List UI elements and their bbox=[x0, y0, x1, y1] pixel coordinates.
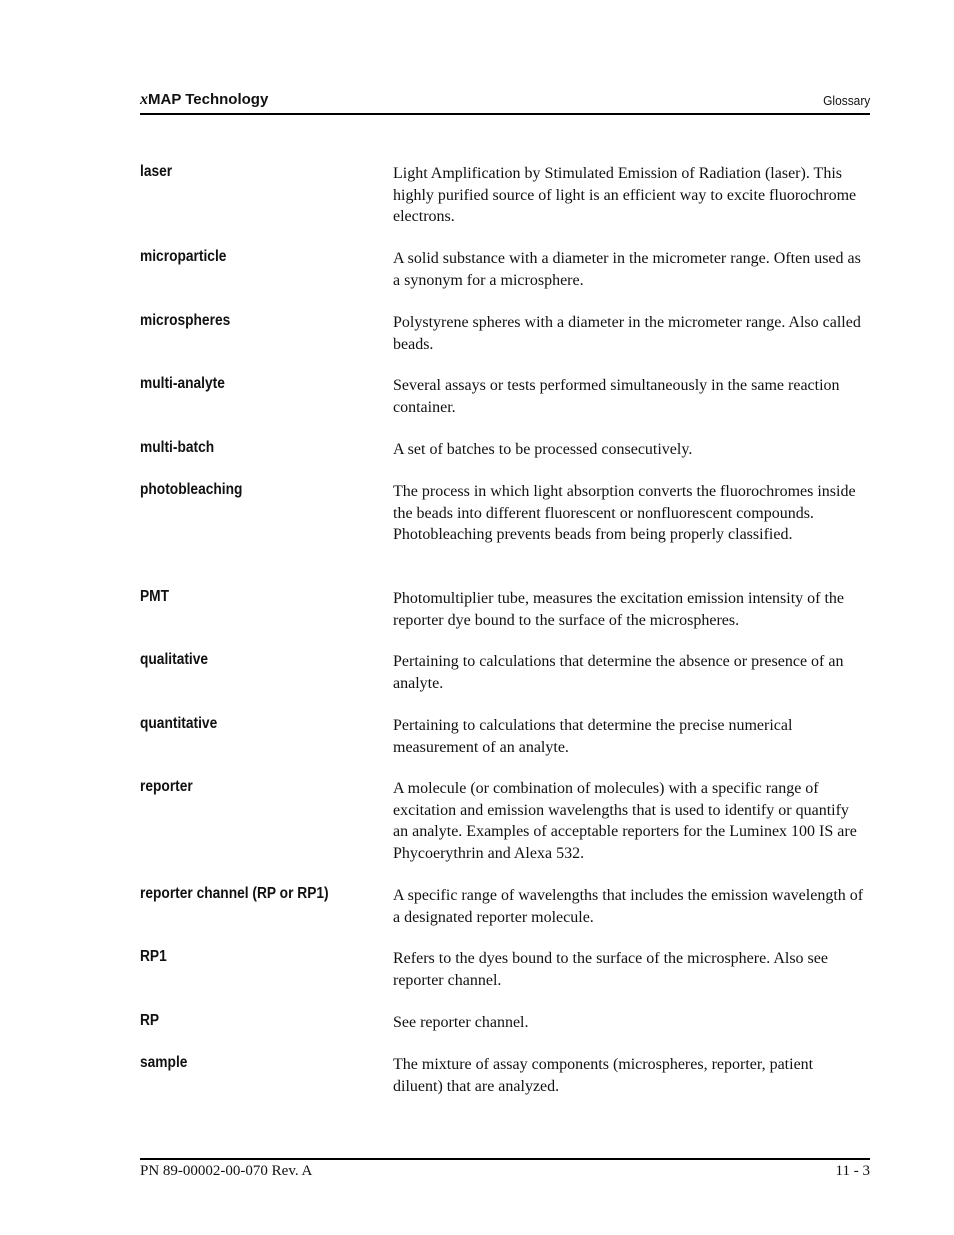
glossary-definition: See reporter channel. bbox=[393, 1014, 529, 1031]
glossary-term: qualitative bbox=[140, 651, 209, 668]
glossary-term: photobleaching bbox=[140, 481, 243, 498]
glossary-term: sample bbox=[140, 1054, 188, 1071]
page-footer bbox=[140, 1158, 870, 1179]
glossary-term: PMT bbox=[140, 588, 170, 605]
glossary-term: RP1 bbox=[140, 948, 167, 965]
glossary-term: quantitative bbox=[140, 715, 218, 732]
part-number: PN 89-00002-00-070 Rev. A bbox=[140, 1163, 313, 1179]
glossary-term: reporter channel (RP or RP1) bbox=[140, 885, 329, 902]
glossary-definition: Polystyrene spheres with a diameter in the micrometer range. Also called beads. bbox=[393, 314, 861, 353]
glossary-definition: Light Amplification by Stimulated Emission of Radiation (laser). This highly purified source of light is an efficient way to excite fluorochrome electrons. bbox=[393, 165, 857, 226]
document-title-text: MAP Technology bbox=[148, 91, 269, 108]
glossary-definition: Several assays or tests performed simultaneously in the same reaction container. bbox=[393, 377, 840, 416]
glossary-definition: Pertaining to calculations that determine the precise numerical measurement of an analyte. bbox=[393, 717, 793, 756]
glossary-term: laser bbox=[140, 163, 173, 180]
glossary-term: multi-analyte bbox=[140, 375, 225, 392]
glossary-term: multi-batch bbox=[140, 439, 215, 456]
glossary-definition: A solid substance with a diameter in the micrometer range. Often used as a synonym for a microsphere. bbox=[393, 250, 861, 289]
document-title-prefix: x bbox=[140, 91, 148, 108]
glossary-term: RP bbox=[140, 1012, 160, 1029]
section-title: Glossary bbox=[822, 93, 870, 108]
glossary-definition: A set of batches to be processed consecutively. bbox=[393, 441, 693, 458]
glossary-definition: Pertaining to calculations that determine the absence or presence of an analyte. bbox=[393, 653, 844, 692]
glossary-definition: A specific range of wavelengths that includes the emission wavelength of a designated reporter molecule. bbox=[393, 887, 864, 926]
glossary-definition: The mixture of assay components (microspheres, reporter, patient diluent) that are analyzed. bbox=[393, 1056, 814, 1095]
glossary-definition: A molecule (or combination of molecules) with a specific range of excitation and emission wavelengths that is used to identify or quantify an analyte. Examples of acceptable reporters for the Luminex 100 IS are Phycoerythrin and Alexa 532. bbox=[393, 780, 857, 863]
glossary-term: microparticle bbox=[140, 248, 227, 265]
page-number: 11 - 3 bbox=[835, 1163, 870, 1179]
glossary-term: microspheres bbox=[140, 312, 231, 329]
glossary-definition: Photomultiplier tube, measures the excitation emission intensity of the reporter dye bound to the surface of the microspheres. bbox=[393, 590, 845, 629]
glossary-definition: Refers to the dyes bound to the surface of the microsphere. Also see reporter channel. bbox=[393, 950, 828, 989]
glossary-definition: The process in which light absorption converts the fluorochromes inside the beads into different fluorescent or nonfluorescent compounds. Photobleaching prevents beads from being properly classified. bbox=[393, 483, 856, 544]
glossary-term: reporter bbox=[140, 778, 193, 795]
page-header bbox=[140, 91, 870, 115]
document-title bbox=[140, 91, 268, 109]
